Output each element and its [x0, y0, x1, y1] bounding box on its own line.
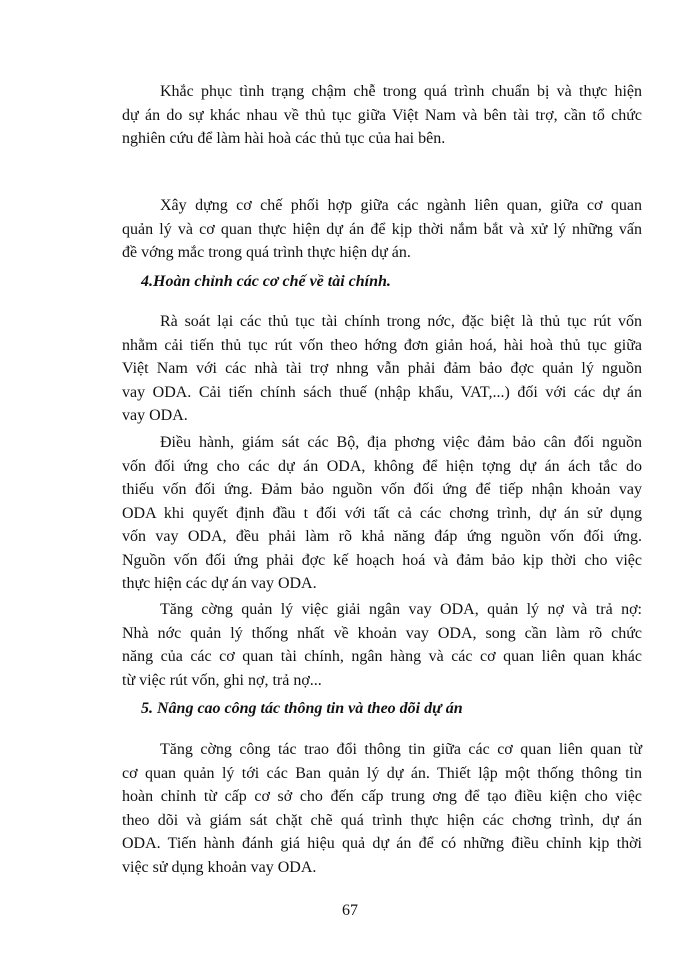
- paragraph-line: ODA khi quyết định đầu t đối với tất cả các chơng trình, dự án sử dụng: [122, 504, 642, 522]
- paragraph-information-exchange: [122, 738, 642, 879]
- page-number: 67: [342, 902, 358, 919]
- paragraph-line: Việt Nam với các nhà tài trợ nhng vẫn phải đảm bảo đợc quản lý nguồn: [122, 360, 642, 377]
- paragraph-line: ODA. Tiến hành đánh giá hiệu quả dự án để có những điều chỉnh kịp thời: [122, 835, 642, 852]
- paragraph-line: nhằm cải tiến thủ tục rút vốn theo hớng đơn giản hoá, hài hoà thủ tục giữa: [122, 336, 642, 354]
- paragraph-line: quản lý và cơ quan thực hiện dự án để kịp thời nắm bắt và xử lý những vấn: [122, 220, 642, 238]
- paragraph-line: nghiên cứu để làm hài hoà các thủ tục của hai bên.: [122, 130, 446, 147]
- paragraph-line: đề vớng mắc trong quá trình thực hiện dự án.: [122, 244, 411, 261]
- paragraph-line: Khắc phục tình trạng chậm chễ trong quá trình chuẩn bị và thực hiện: [160, 83, 642, 100]
- paragraph-line: Nhà nớc quản lý thống nhất về khoản vay ODA, song cần làm rõ chức: [122, 624, 642, 642]
- paragraph-line: Nguồn vốn đối ứng phải đợc kế hoạch hoá và đảm bảo kịp thời cho việc: [122, 551, 642, 569]
- paragraph-line: năng của các cơ quan tài chính, ngân hàng và các cơ quan liên quan khác: [122, 648, 642, 665]
- paragraph-line: vay ODA. Cải tiến chính sách thuế (nhập khẩu, VAT,...) đối với các dự án: [122, 383, 642, 401]
- paragraph-line: cơ quan quản lý tới các Ban quản lý dự án. Thiết lập một thống thông tin: [122, 764, 642, 782]
- paragraph-line: vốn vay ODA, đều phải làm rõ khả năng đáp ứng nguồn vốn đối ứng.: [122, 528, 642, 545]
- paragraph-line: Điều hành, giám sát các Bộ, địa phơng việc đảm bảo cân đối nguồn: [160, 434, 642, 451]
- section-heading-financial: 4.Hoàn chỉnh các cơ chế về tài chính.: [141, 273, 391, 290]
- paragraph-coordination-mechanism: [122, 194, 642, 265]
- paragraph-line: việc sử dụng khoản vay ODA.: [122, 858, 317, 876]
- section-heading-monitoring: 5. Nâng cao công tác thông tin và theo dõi dự án: [141, 700, 463, 717]
- paragraph-counterpart-capital: [122, 431, 642, 596]
- paragraph-line: vốn đối ứng cho các dự án ODA, không để hiện tợng dự án ách tắc do: [122, 457, 642, 475]
- paragraph-procedure-harmonization: [122, 80, 642, 151]
- paragraph-line: dự án do sự khác nhau về thủ tục giữa Việt Nam và bên tài trợ, cần tổ chức: [122, 106, 642, 124]
- paragraph-line: thực hiện các dự án vay ODA.: [122, 575, 317, 592]
- paragraph-line: thiếu vốn đối ứng. Đảm bảo nguồn vốn đối ứng để tiếp nhận khoản vay: [122, 481, 642, 498]
- paragraph-line: từ việc rút vốn, ghi nợ, trả nợ...: [122, 671, 322, 689]
- paragraph-line: Rà soát lại các thủ tục tài chính trong nớc, đặc biệt là thủ tục rút vốn: [160, 313, 642, 330]
- paragraph-financial-procedures: [122, 310, 642, 428]
- paragraph-line: Xây dựng cơ chế phối hợp giữa các ngành liên quan, giữa cơ quan: [160, 197, 642, 214]
- paragraph-debt-management: [122, 598, 642, 692]
- paragraph-line: hoàn chỉnh từ cấp cơ sở cho đến cấp trung ơng để tạo điều kiện cho việc: [122, 788, 642, 805]
- paragraph-line: Tăng cờng công tác trao đổi thông tin giữa các cơ quan liên quan từ: [160, 741, 642, 758]
- paragraph-line: vay ODA.: [122, 407, 188, 424]
- paragraph-line: theo dõi và giám sát chặt chẽ quá trình thực hiện các chơng trình, dự án: [122, 811, 642, 829]
- paragraph-line: Tăng cờng quản lý việc giải ngân vay ODA, quản lý nợ và trả nợ:: [160, 601, 642, 618]
